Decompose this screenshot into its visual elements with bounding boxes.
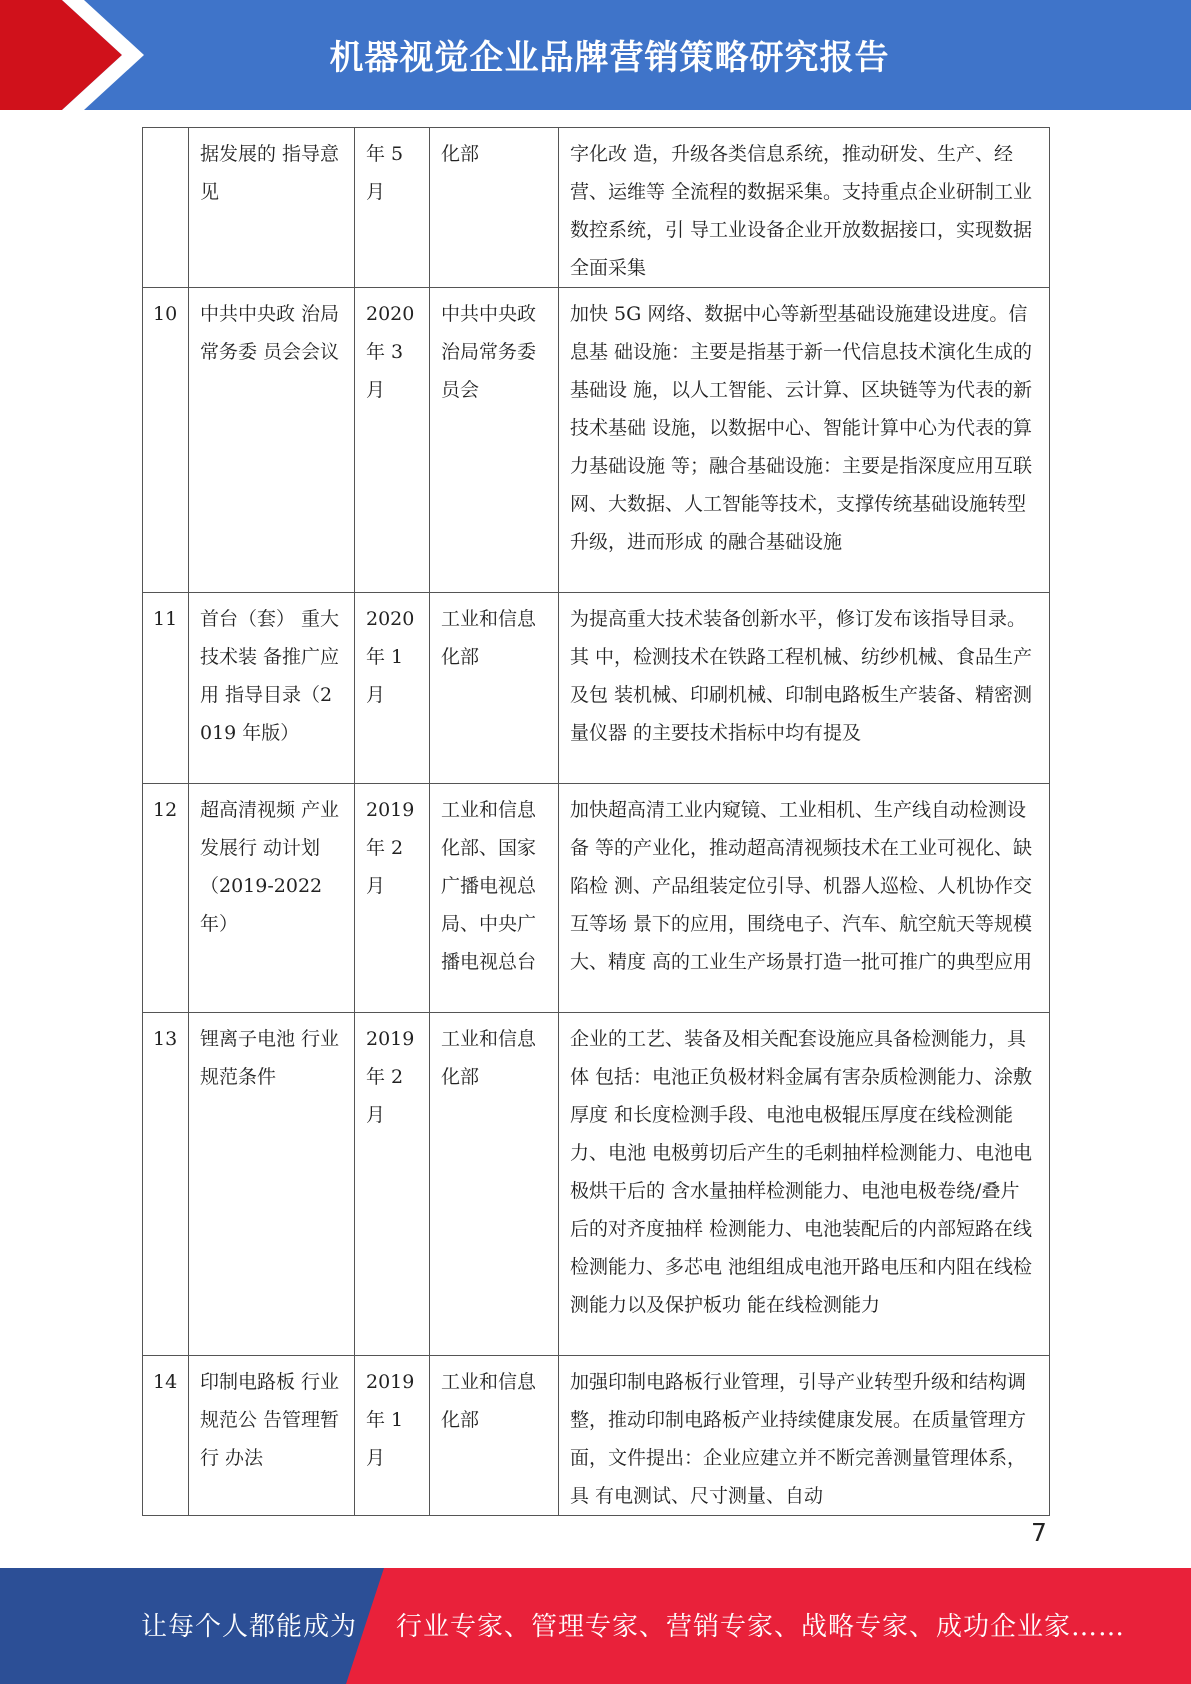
policy-date: 2020 年 1 月 bbox=[355, 593, 430, 784]
policy-description: 为提高重大技术装备创新水平，修订发布该指导目录。其 中，检测技术在铁路工程机械、纺纱机械、食品生产及包 装机械、印刷机械、印制电路板生产装备、精密测量仪器 的主要技术指标中均有提及 bbox=[559, 593, 1050, 784]
table-row bbox=[143, 1356, 1050, 1516]
issuing-dept: 工业和信息化部 bbox=[430, 593, 559, 784]
issuing-dept: 中共中央政治局常务委员会 bbox=[430, 288, 559, 593]
policy-name: 据发展的 指导意见 bbox=[189, 128, 355, 288]
row-index: 10 bbox=[143, 288, 189, 593]
table-row bbox=[143, 1013, 1050, 1356]
table-row bbox=[143, 288, 1050, 593]
policy-table bbox=[142, 127, 1050, 1516]
policy-date: 年 5 月 bbox=[355, 128, 430, 288]
page-header bbox=[0, 0, 1191, 110]
policy-date: 2019 年 1 月 bbox=[355, 1356, 430, 1516]
policy-description: 字化改 造，升级各类信息系统，推动研发、生产、经营、运维等 全流程的数据采集。支持重点企业研制工业数控系统，引 导工业设备企业开放数据接口，实现数据全面采集 bbox=[559, 128, 1050, 288]
issuing-dept: 化部 bbox=[430, 128, 559, 288]
row-index bbox=[143, 128, 189, 288]
policy-date: 2020 年 3 月 bbox=[355, 288, 430, 593]
policy-name: 超高清视频 产业发展行 动计划 （2019-2022 年） bbox=[189, 784, 355, 1013]
page-number: 7 bbox=[1031, 1518, 1047, 1547]
row-index: 13 bbox=[143, 1013, 189, 1356]
policy-name: 印制电路板 行业规范公 告管理暂行 办法 bbox=[189, 1356, 355, 1516]
policy-description: 企业的工艺、装备及相关配套设施应具备检测能力，具体 包括：电池正负极材料金属有害杂质检测能力、涂敷厚度 和长度检测手段、电池电极辊压厚度在线检测能力、电池 电极剪切后产生的毛刺抽样检测能力、电池电极烘干后的 含水量抽样检测能力、电池电极卷绕/叠片后的对齐度抽样 检测能力、电池装配后的内部短路在线检测能力、多芯电 池组组成电池开路电压和内阻在线检测能力以及保护板功 能在线检测能力 bbox=[559, 1013, 1050, 1356]
policy-description: 加快 5G 网络、数据中心等新型基础设施建设进度。信息基 础设施：主要是指基于新一代信息技术演化生成的基础设 施，以人工智能、云计算、区块链等为代表的新技术基础 设施，以数据中心、智能计算中心为代表的算力基础设施 等；融合基础设施：主要是指深度应用互联网、大数据、人工智能等技术，支撑传统基础设施转型升级，进而形成 的融合基础设施 bbox=[559, 288, 1050, 593]
row-index: 14 bbox=[143, 1356, 189, 1516]
issuing-dept: 工业和信息化部 bbox=[430, 1013, 559, 1356]
table-row bbox=[143, 784, 1050, 1013]
table-row bbox=[143, 128, 1050, 288]
footer-slogan-right: 行业专家、管理专家、营销专家、战略专家、成功企业家…… bbox=[396, 1612, 1126, 1642]
policy-date: 2019 年 2 月 bbox=[355, 1013, 430, 1356]
page-title: 机器视觉企业品牌营销策略研究报告 bbox=[329, 38, 890, 78]
row-index: 11 bbox=[143, 593, 189, 784]
policy-name: 锂离子电池 行业规范条件 bbox=[189, 1013, 355, 1356]
table-row bbox=[143, 593, 1050, 784]
policy-description: 加强印制电路板行业管理，引导产业转型升级和结构调 整，推动印制电路板产业持续健康发展。在质量管理方 面，文件提出：企业应建立并不断完善测量管理体系，具 有电测试、尺寸测量、自动 bbox=[559, 1356, 1050, 1516]
issuing-dept: 工业和信息化部 bbox=[430, 1356, 559, 1516]
policy-date: 2019 年 2 月 bbox=[355, 784, 430, 1013]
policy-name: 首台（套） 重大技术装 备推广应用 指导目录（2019 年版） bbox=[189, 593, 355, 784]
policy-description: 加快超高清工业内窥镜、工业相机、生产线自动检测设备 等的产业化，推动超高清视频技术在工业可视化、缺陷检 测、产品组装定位引导、机器人巡检、人机协作交互等场 景下的应用，围绕电子、汽车、航空航天等规模大、精度 高的工业生产场景打造一批可推广的典型应用 bbox=[559, 784, 1050, 1013]
policy-name: 中共中央政 治局常务委 员会会议 bbox=[189, 288, 355, 593]
footer-slogan-left: 让每个人都能成为 bbox=[141, 1612, 358, 1642]
page-footer bbox=[0, 1568, 1191, 1684]
issuing-dept: 工业和信息化部、国家广播电视总局、中央广播电视总台 bbox=[430, 784, 559, 1013]
row-index: 12 bbox=[143, 784, 189, 1013]
